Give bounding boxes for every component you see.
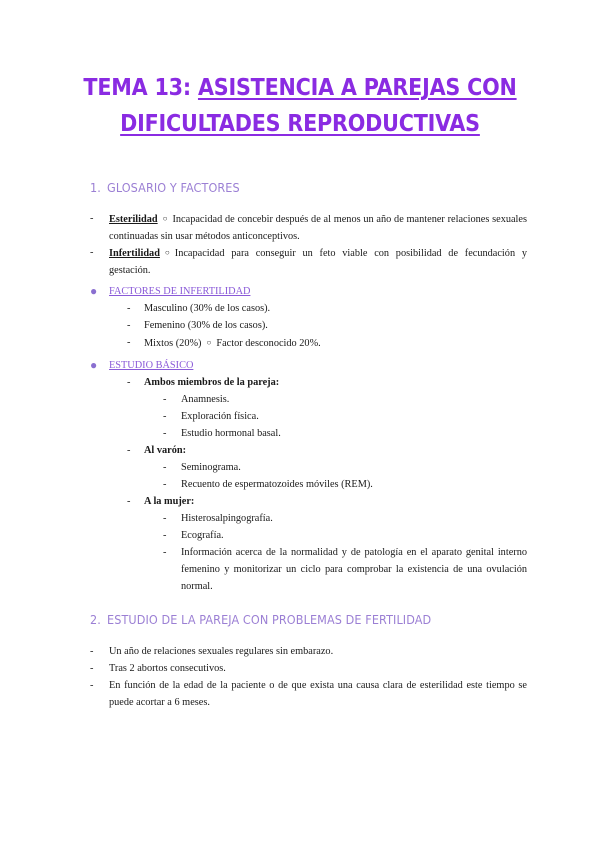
circle-icon: ○ <box>164 248 170 257</box>
title-prefix: TEMA 13: <box>83 75 191 101</box>
glossary-term: Esterilidad <box>109 214 158 225</box>
document-title <box>60 70 540 142</box>
glossary-definition: Incapacidad para conseguir un feto viable con posibilidad de fecundación y gestación. <box>109 248 527 276</box>
dot-bullet: ● <box>90 284 98 298</box>
dash-bullet: - <box>127 337 131 348</box>
section2-heading <box>90 612 431 627</box>
dash-bullet: - <box>127 303 131 314</box>
section2-title: ESTUDIO DE LA PAREJA CON PROBLEMAS DE FERTILIDAD <box>107 612 432 627</box>
section1-heading <box>90 180 240 195</box>
title-line1: ASISTENCIA A PAREJAS CON <box>197 75 517 101</box>
section2-number: 2. <box>90 612 101 627</box>
title-line2: DIFICULTADES REPRODUCTIVAS <box>120 111 480 137</box>
circle-icon: ○ <box>206 338 212 347</box>
glossary-term: Infertilidad <box>109 248 160 259</box>
study-title: ESTUDIO BÁSICO <box>109 360 194 371</box>
list-item: - Información acerca de la normalidad y de patología en el aparato genital interno femenino y monitorizar un ciclo para comprobar la existencia de una ovulación normal. <box>163 547 527 592</box>
glossary-definition: Incapacidad de concebir después de al menos un año de mantener relaciones sexuales continuadas sin usar métodos anticonceptivos. <box>109 214 527 242</box>
dash-bullet: - <box>90 213 94 224</box>
glossary-item <box>90 244 527 278</box>
document-page: TEMA 13: ASISTENCIA A PAREJAS CON DIFICULTADES REPRODUCTIVAS 1. GLOSARIO Y FACTORES - Esterilidad ○ Incapacidad de concebir después de al menos un año de mantener relaciones sexuales continuadas sin usar métodos anticonceptivos. - Infertilidad ○ Incapacidad para conseguir un feto viable con posibilidad de fecundación y gestación. ● FACTORES DE INFERTILIDAD - Masculino (30% de los casos). - Femenino (30% de los casos). - Mixtos (20%) ○ Factor desconocido 20%. ● ESTUDIO BÁSICO - Ambos miembros de la pareja: - Anamnesis. - Exploración física. - Estudio hormonal basal. - Al varón: - Seminograma. - Recuento de espermatozoides móviles (REM). - A la mujer: - Histerosalpingografía. - Ecografía. - Información acerca de la normalidad y de patología en el aparato genital interno femenino y monitorizar un ciclo para comprobar la existencia de una ovulación normal. 2. ESTUDIO DE LA PAREJA CON PROBLEMAS DE FERTILIDAD - Un año de relaciones sexuales regulares sin embarazo. - Tras 2 abortos consecutivos. - En función de la edad de la paciente o de que exista una causa clara de esterilidad este tiempo se puede acortar a 6 meses. <box>0 0 600 848</box>
factors-title: FACTORES DE INFERTILIDAD <box>109 286 251 297</box>
section1-title: GLOSARIO Y FACTORES <box>107 180 240 195</box>
dash-bullet: - <box>127 320 131 331</box>
dash-bullet: - <box>90 247 94 258</box>
circle-icon: ○ <box>162 214 168 223</box>
section1-number: 1. <box>90 180 101 195</box>
glossary-item <box>90 210 527 244</box>
dot-bullet: ● <box>90 358 98 372</box>
unknown-factor: Factor desconocido 20%. <box>216 338 321 349</box>
list-item: - En función de la edad de la paciente o de que exista una causa clara de esterilidad este tiempo se puede acortar a 6 meses. <box>90 680 527 708</box>
